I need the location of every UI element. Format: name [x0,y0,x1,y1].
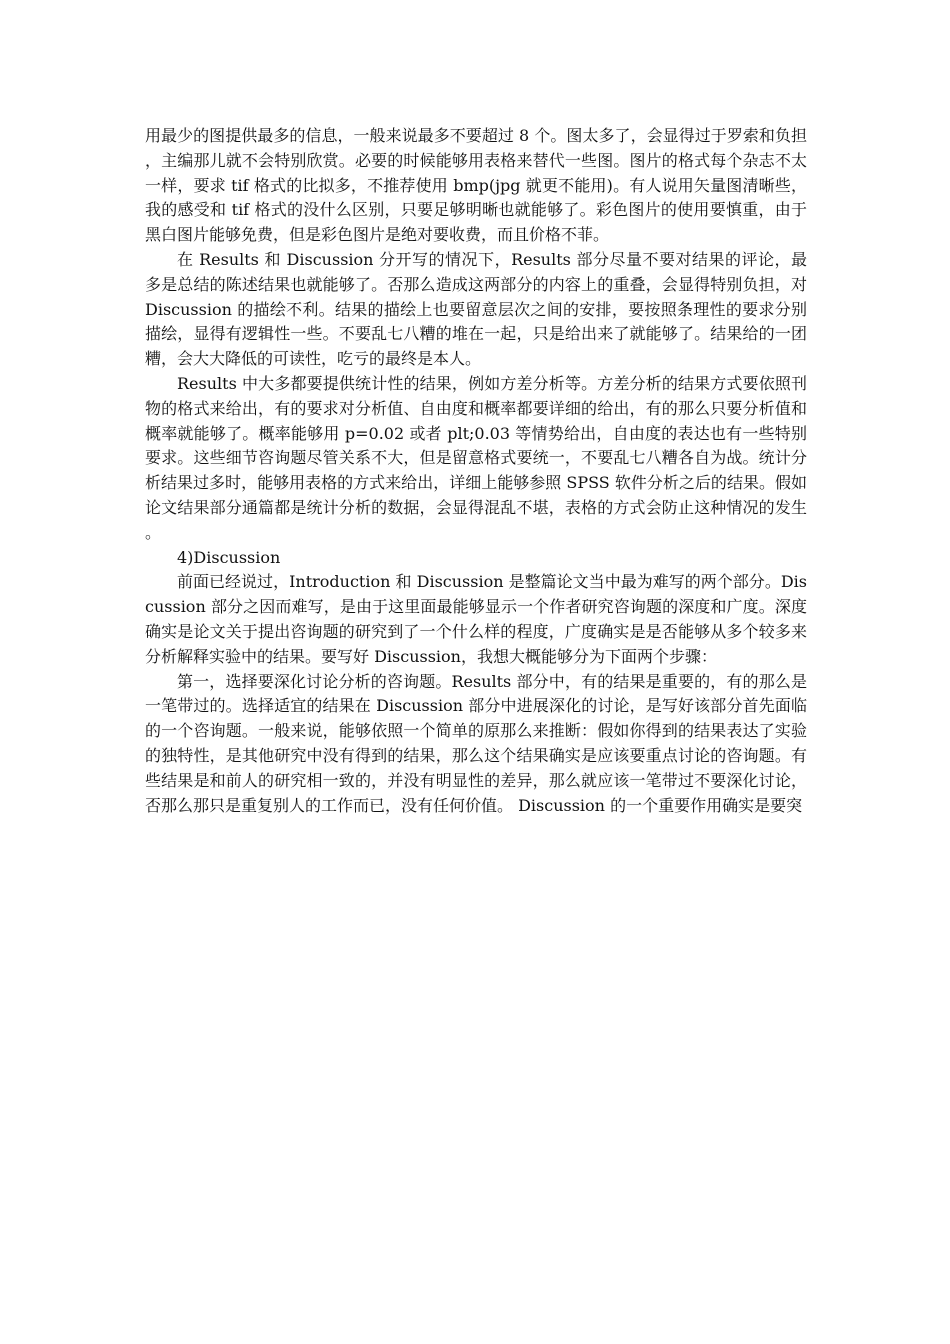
document-body [145,124,807,818]
paragraph-figures: 用最少的图提供最多的信息，一般来说最多不要超过 8 个。图太多了，会显得过于罗索和负担，主编那儿就不会特别欣赏。必要的时候能够用表格来替代一些图。图片的格式每个杂志不太一样，要求 tif 格式的比拟多，不推荐使用 bmp(jpg 就更不能用)。有人说用矢量图清晰些，我的感受和 tif 格式的没什么区别，只要足够明晰也就能够了。彩色图片的使用要慎重，由于黑白图片能够免费，但是彩色图片是绝对要收费，而且价格不菲。 [145,126,807,245]
paragraph-discussion-intro: 前面已经说过，Introduction 和 Discussion 是整篇论文当中最为难写的两个部分。Discussion 部分之因而难写，是由于这里面最能够显示一个作者研究咨询题的深度和广度。深度确实是论文关于提出咨询题的研究到了一个什么样的程度，广度确实是是否能够从多个较多来分析解释实验中的结果。要写好 Discussion，我想大概能够分为下面两个步骤： [145,572,807,666]
paragraph-discussion-step-one: 第一，选择要深化讨论分析的咨询题。Results 部分中，有的结果是重要的，有的那么是一笔带过的。选择适宜的结果在 Discussion 部分中进展深化的讨论，是写好该部分首先面临的一个咨询题。一般来说，能够依照一个简单的原那么来推断：假如你得到的结果表达了实验的独特性，是其他研究中没有得到的结果，那么这个结果确实是应该要重点讨论的咨询题。有些结果是和前人的研究相一致的，并没有明显性的差异，那么就应该一笔带过不要深化讨论，否那么那只是重复别人的工作而已，没有任何价值。 Discussion 的一个重要作用确实是要突 [145,671,807,815]
paragraph-results-separate: 在 Results 和 Discussion 分开写的情况下，Results 部分尽量不要对结果的评论，最多是总结的陈述结果也就能够了。否那么造成这两部分的内容上的重叠，会显得特别负担，对 Discussion 的描绘不利。结果的描绘上也要留意层次之间的安排，要按照条理性的要求分别描绘，显得有逻辑性一些。不要乱七八糟的堆在一起，只是给出来了就能够了。结果给的一团糟，会大大降低的可读性，吃亏的最终是本人。 [145,249,807,369]
section-heading-discussion: 4)Discussion [177,547,281,567]
paragraph-results-statistics: Results 中大多都要提供统计性的结果，例如方差分析等。方差分析的结果方式要依照刊物的格式来给出，有的要求对分析值、自由度和概率都要详细的给出，有的那么只要分析值和概率就能够了。概率能够用 p=0.02 或者 plt;0.03 等情势给出，自由度的表达也有一些特别要求。这些细节咨询题尽管关系不大，但是留意格式要统一，不要乱七八糟各自为战。统计分析结果过多时，能够用表格的方式来给出，详细上能够参照 SPSS 软件分析之后的结果。假如论文结果部分通篇都是统计分析的数据，会显得混乱不堪，表格的方式会防止这种情况的发生。 [145,373,807,542]
